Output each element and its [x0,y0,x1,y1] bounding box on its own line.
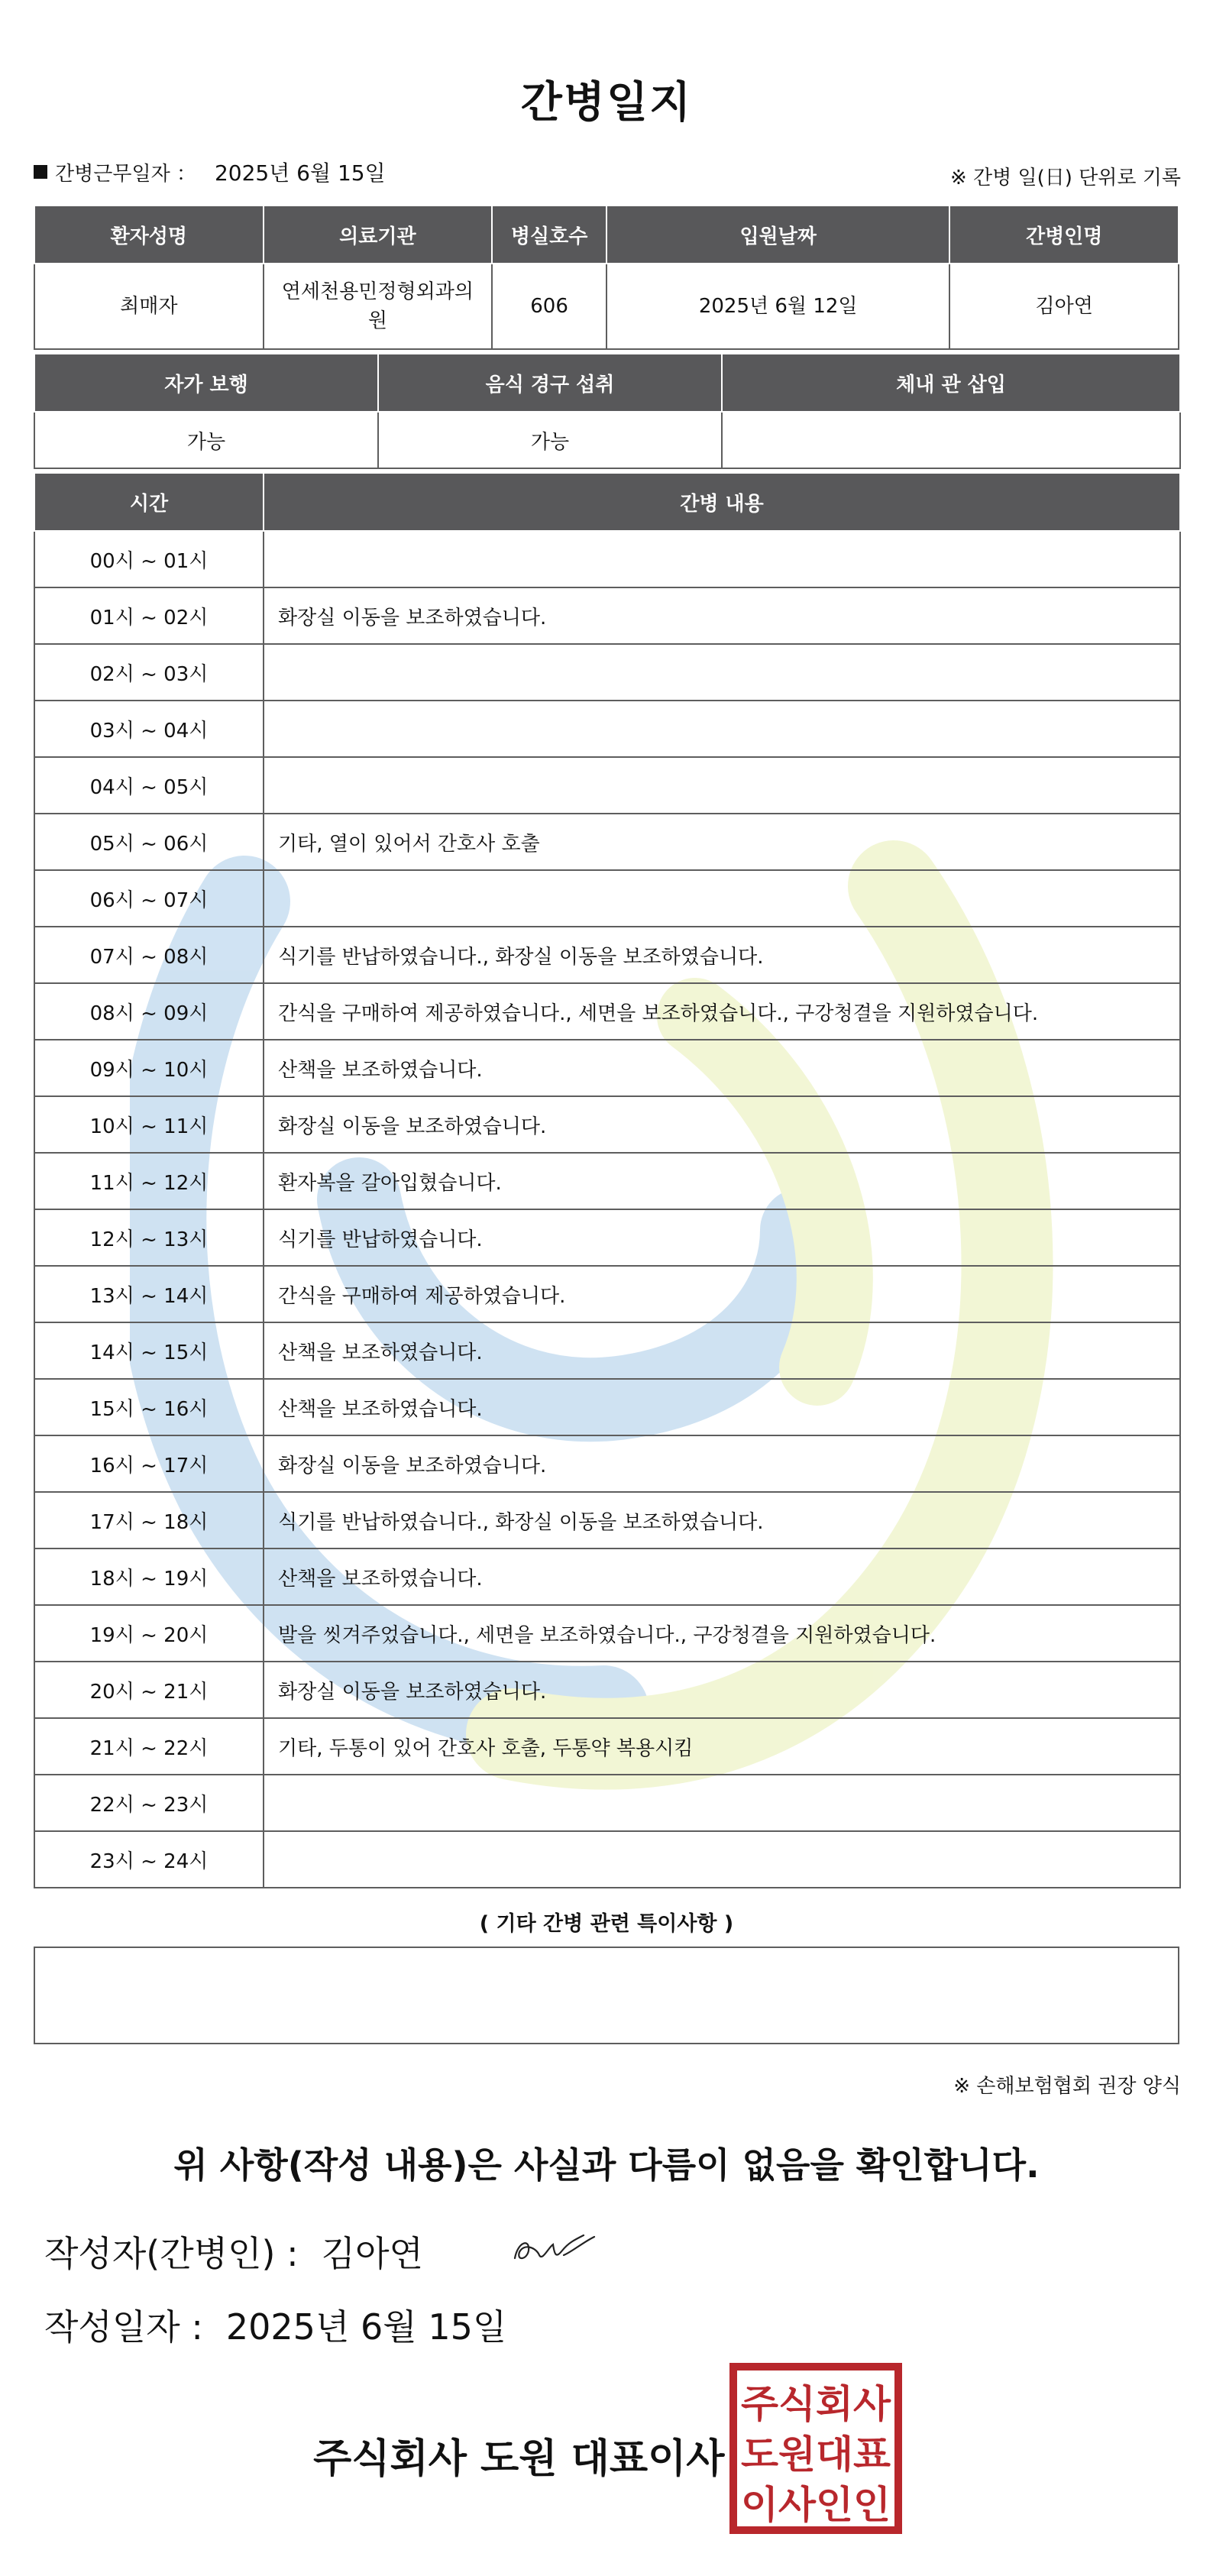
care-content-cell: 환자복을 갈아입혔습니다. [264,1153,1180,1209]
table-row [34,1322,1180,1379]
table-row [34,644,1180,701]
table-row [34,701,1180,757]
header-tube: 체내 관 삽입 [722,354,1180,412]
time-cell: 15시 ~ 16시 [34,1379,264,1435]
time-cell: 04시 ~ 05시 [34,757,264,814]
table-row [34,1153,1180,1209]
writer-label: 작성자(간병인) : [44,2233,299,2274]
care-content-cell [264,644,1180,701]
care-content-cell: 산책을 보조하였습니다. [264,1379,1180,1435]
care-header-row [34,473,1180,531]
write-date-value: 2025년 6월 15일 [225,2306,507,2348]
care-content-cell [264,1775,1180,1831]
table-row [34,1379,1180,1435]
company-representative: 주식회사 도원 대표이사 [313,2436,725,2482]
table-row [34,1492,1180,1549]
care-content-cell [264,1831,1180,1888]
patient-status-table [34,353,1181,469]
time-cell: 23시 ~ 24시 [34,1831,264,1888]
recommend-note: ※ 손해보험협회 권장 양식 [953,2075,1181,2098]
header-room: 병실호수 [492,205,606,264]
signature-image [509,2225,600,2273]
work-date-label: 간병근무일자 ： [55,162,196,186]
patient-info-table [34,205,1179,350]
time-cell: 20시 ~ 21시 [34,1662,264,1718]
care-content-cell: 간식을 구매하여 제공하였습니다., 세면을 보조하였습니다., 구강청결을 지원하였습니다. [264,983,1180,1040]
time-cell: 22시 ~ 23시 [34,1775,264,1831]
table-row [34,870,1180,927]
svg-text:이사인인: 이사인인 [741,2483,891,2527]
writer-name: 김아연 [321,2233,423,2274]
time-cell: 06시 ~ 07시 [34,870,264,927]
time-cell: 01시 ~ 02시 [34,587,264,644]
time-cell: 12시 ~ 13시 [34,1209,264,1266]
oral-intake-value: 가능 [378,412,722,468]
writer-row [44,2226,423,2277]
square-bullet-icon [34,165,47,179]
care-content-cell: 산책을 보조하였습니다. [264,1322,1180,1379]
time-cell: 14시 ~ 15시 [34,1322,264,1379]
unit-note: ※ 간병 일(日) 단위로 기록 [949,167,1181,189]
time-cell: 18시 ~ 19시 [34,1549,264,1605]
write-date-row [44,2299,506,2350]
care-log-table [34,472,1181,1888]
time-cell: 16시 ~ 17시 [34,1435,264,1492]
header-walking: 자가 보행 [34,354,378,412]
care-content-cell [264,870,1180,927]
table-row [34,814,1180,870]
care-content-cell: 간식을 구매하여 제공하였습니다. [264,1266,1180,1322]
care-content-cell: 화장실 이동을 보조하였습니다. [264,1435,1180,1492]
time-cell: 08시 ~ 09시 [34,983,264,1040]
time-cell: 13시 ~ 14시 [34,1266,264,1322]
header-caregiver: 간병인명 [949,205,1179,264]
care-content-cell: 산책을 보조하였습니다. [264,1040,1180,1096]
table-row [34,983,1180,1040]
table-row [34,1718,1180,1775]
header-admission-date: 입원날짜 [606,205,949,264]
patient-header-row [34,205,1179,264]
patient-name: 최매자 [34,264,264,349]
table-row [34,1209,1180,1266]
patient-value-row [34,264,1179,349]
time-cell: 09시 ~ 10시 [34,1040,264,1096]
time-cell: 11시 ~ 12시 [34,1153,264,1209]
walking-value: 가능 [34,412,378,468]
care-content-cell: 발을 씻겨주었습니다., 세면을 보조하였습니다., 구강청결을 지원하였습니다. [264,1605,1180,1662]
care-content-cell [264,531,1180,587]
confirm-statement: 위 사항(작성 내용)은 사실과 다름이 없음을 확인합니다. [173,2144,1040,2186]
status-value-row [34,412,1180,468]
table-row [34,1662,1180,1718]
time-cell: 17시 ~ 18시 [34,1492,264,1549]
notes-title: ( 기타 간병 관련 특이사항 ) [479,1912,734,1936]
header-time: 시간 [34,473,264,531]
write-date-label: 작성일자 : [44,2306,203,2348]
tube-value [722,412,1180,468]
table-row [34,587,1180,644]
table-row [34,1266,1180,1322]
notes-box [34,1947,1179,2044]
care-content-cell: 기타, 두통이 있어 간호사 호출, 두통약 복용시킴 [264,1718,1180,1775]
table-row [34,757,1180,814]
table-row [34,1096,1180,1153]
time-cell: 00시 ~ 01시 [34,531,264,587]
care-content-cell: 화장실 이동을 보조하였습니다. [264,1662,1180,1718]
table-row [34,1605,1180,1662]
care-content-cell [264,757,1180,814]
table-row [34,531,1180,587]
work-date-row [34,157,386,187]
caregiver-name: 김아연 [949,264,1179,349]
header-patient-name: 환자성명 [34,205,264,264]
admission-date: 2025년 6월 12일 [606,264,949,349]
header-hospital: 의료기관 [264,205,493,264]
status-header-row [34,354,1180,412]
care-content-cell: 식기를 반납하였습니다., 화장실 이동을 보조하였습니다. [264,1492,1180,1549]
table-row [34,1435,1180,1492]
table-row [34,927,1180,983]
work-date-value: 2025년 6월 15일 [214,160,386,186]
time-cell: 21시 ~ 22시 [34,1718,264,1775]
time-cell: 03시 ~ 04시 [34,701,264,757]
table-row [34,1775,1180,1831]
company-seal-stamp [729,2362,903,2535]
hospital-name: 연세천용민정형외과의원 [264,264,493,349]
care-content-cell: 식기를 반납하였습니다., 화장실 이동을 보조하였습니다. [264,927,1180,983]
header-oral-intake: 음식 경구 섭취 [378,354,722,412]
time-cell: 10시 ~ 11시 [34,1096,264,1153]
time-cell: 19시 ~ 20시 [34,1605,264,1662]
room-number: 606 [492,264,606,349]
care-content-cell: 산책을 보조하였습니다. [264,1549,1180,1605]
table-row [34,1831,1180,1888]
time-cell: 05시 ~ 06시 [34,814,264,870]
svg-text:주식회사: 주식회사 [741,2382,891,2426]
time-cell: 02시 ~ 03시 [34,644,264,701]
page-title: 간병일지 [520,78,693,128]
time-cell: 07시 ~ 08시 [34,927,264,983]
care-content-cell: 기타, 열이 있어서 간호사 호출 [264,814,1180,870]
table-row [34,1040,1180,1096]
care-content-cell: 식기를 반납하였습니다. [264,1209,1180,1266]
svg-text:도원대표: 도원대표 [741,2432,891,2477]
care-content-cell: 화장실 이동을 보조하였습니다. [264,587,1180,644]
header-care-content: 간병 내용 [264,473,1180,531]
care-content-cell: 화장실 이동을 보조하였습니다. [264,1096,1180,1153]
care-content-cell [264,701,1180,757]
table-row [34,1549,1180,1605]
